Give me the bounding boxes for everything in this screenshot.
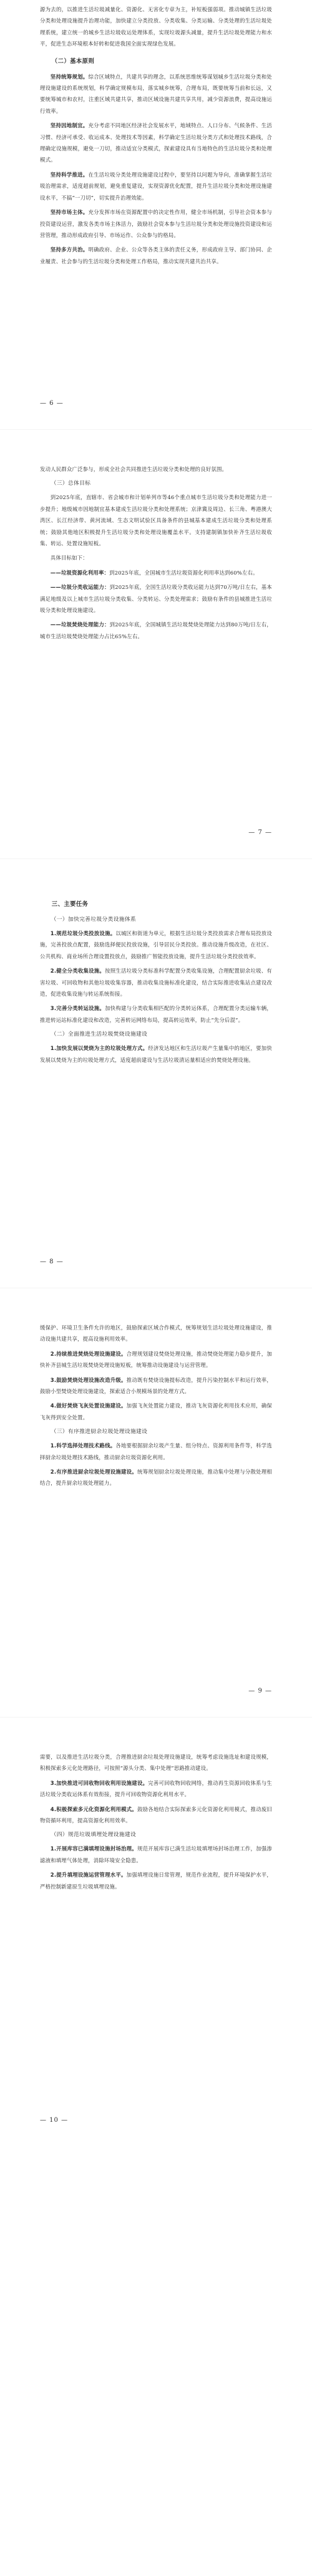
paragraph-text: 规范开展库容已满生活垃圾填埋场封场治理工作，加强渗滤液和填埋气体处理，消除环境安全隐患。 <box>40 1845 272 1864</box>
paragraph-lead: 坚持科学推进。 <box>50 171 89 178</box>
paragraph-lead: 1.规范垃圾分类投放设施。 <box>50 930 116 936</box>
document-page-10 <box>0 1717 312 2146</box>
paragraph <box>40 1751 272 1774</box>
paragraph <box>40 244 272 267</box>
paragraph <box>40 1466 272 1489</box>
paragraph-text: 充分考虑不同地区经济社会发展水平，地域特点、人口分布、气候条件、生活习惯、经济可承受、收运成本、处理技术等因素，科学确定生活垃圾分类方式和处理技术路线，合理确定设施规模，避免一刀切，推动适宜分类模式，探索建设具有当地特色的生活垃圾分类和处理模式。 <box>40 122 272 163</box>
paragraph-lead: 4.积极探索多元化资源化利用模式。 <box>50 1806 137 1812</box>
subsection-heading: （二）全面推进生活垃圾焚烧设施建设 <box>51 1031 148 1038</box>
paragraph-text: 加强填埋设施日常管理，规范作业流程，提升环境保护水平，严格控制新建原生垃圾填埋设施。 <box>40 1872 272 1890</box>
paragraph-lead: 2.有序推进厨余垃圾处理设施建设。 <box>50 1469 137 1475</box>
paragraph-lead: ——垃圾资源化利用率： <box>50 569 110 576</box>
paragraph-text: 综合区域特点，共建共享的理念，以系统思维统筹谋划城乡生活垃圾分类和处理设施建设的系统规划，科学确定规模布局，落实城乡统筹，合理布局，既要统筹当前和长远，又要统筹城市和农村，注重区域共建共享，推动区域设施共建共享共用，减少资源浪费，提高设施运行效率。 <box>40 73 272 114</box>
paragraph-lead: 2.持续推进焚烧处理设施建设。 <box>50 1350 127 1357</box>
paragraph-lead: 坚持多方共治。 <box>50 246 89 253</box>
paragraph-text: 充分发挥市场在资源配置中的决定性作用，健全市场机制，引导社会资本参与投资建设运营，激发各类市场主体活力，鼓励社会资本参与生活垃圾分类和处理设施投资建设和运营管理，推动形成政府引导、市场运作、公众参与的格局。 <box>40 209 272 238</box>
paragraph-text: 具体目标如下： <box>50 555 88 561</box>
paragraph-lead: 3.完善分类转运设施。 <box>50 1005 105 1012</box>
section-heading: （二）基本原则 <box>51 57 95 65</box>
paragraph-text: 加强飞灰处置能力建设，推动飞灰资源化利用技术应用，确保飞灰得到安全处置。 <box>40 1402 272 1421</box>
paragraph-text: 需要，以及推进生活垃圾分类，合理推进厨余垃圾处理设施建设，统筹考虑设施选址和建设规模，积极探索多元化处理路径，可按照“源头分类、集中处理”思路推动建设。 <box>40 1754 272 1772</box>
paragraph-text: 到2025年底，直辖市、省会城市和计划单列市等46个重点城市生活垃圾分类和处理能力进一步提升；地级城市因地制宜基本建成生活垃圾分类和处理系统；京津冀及周边、长三角、粤港澳大湾区、长江经济带、黄河流域、生态文明试验区具备条件的县城基本建成生活垃圾分类和处理系统；鼓励其他地区积极提升生活垃圾分类和处理设施覆盖水平。支持建制镇加快补齐生活垃圾收集、转运、处置设施短板。 <box>40 494 272 547</box>
paragraph-text: 按照生活垃圾分类标准科学配置分类收集设施，合理配置厨余垃圾、有害垃圾、可回收物和其他垃圾收集容器，推动收集设施标准化建设，结合实际推进收集站点建设改造，促进收集设施与转运系统衔接。 <box>40 968 272 998</box>
document-page-7 <box>0 429 312 858</box>
paragraph <box>40 1804 272 1827</box>
paragraph-text: 完善可回收物回收网络，推动再生资源回收体系与生活垃圾分类收运体系有效衔接，提升可回收物资源化利用水平。 <box>40 1779 272 1798</box>
paragraph-text: 源为去的，以推进生活垃圾减量化、资源化、无害化专章为主，补短板强弱项。推动城镇生活垃圾分类和处理设施提升治理功能，加快建立分类投放、分类收集、分类运输、分类处理的生活垃圾处理系统，建立统一的城乡生活垃圾收运处理体系，实现垃圾源头减量，提升生活垃圾处理能力和水平，促进生态环境根本好转和促进我国全面实现绿色发展。 <box>40 6 272 47</box>
paragraph-lead: 4.做好焚烧飞灰处置设施建设。 <box>50 1402 127 1409</box>
paragraph-text: 明确政府、企业、公众等各类主体的责任义务，形成政府主导、部门协同、企业履责、社会参与的生活垃圾分类和处理工作格局，推动实现共建共治共享。 <box>40 246 272 265</box>
paragraph-lead: 坚持市场主体。 <box>50 209 89 216</box>
paragraph-text: 到2025年底，全国城镇生活垃圾焚烧处理能力达到80万吨/日左右，城市生活垃圾焚烧处理能力占比65%左右。 <box>40 621 272 639</box>
paragraph-text: 发动人民群众广泛参与，形成全社会共同推进生活垃圾分类和处理的良好氛围。 <box>40 466 228 472</box>
paragraph <box>40 1777 272 1801</box>
paragraph <box>40 4 272 50</box>
paragraph-lead: 1.开展库容已满填埋设施封场治理。 <box>50 1845 137 1852</box>
paragraph-lead: 坚持因地制宜。 <box>50 122 89 129</box>
page-number: — 10 — <box>40 2117 69 2124</box>
page-number: — 9 — <box>248 1688 272 1694</box>
paragraph-text: 到2025年底，全国城市生活垃圾资源化利用率达到60%左右。 <box>109 569 258 576</box>
paragraph-lead: 3.加快推进可回收物回收利用设施建设。 <box>50 1779 149 1786</box>
paragraph-text: 到2025年底，全国生活垃圾分类收运能力达到70万吨/日左右，基本满足地级及以上城市生活垃圾分类收集、分类转运、分类处理需求；鼓励有条件的县城推进生活垃圾分类和处理设施建设。 <box>40 584 272 614</box>
document-page-6 <box>0 0 312 429</box>
paragraph <box>40 1043 272 1066</box>
paragraph <box>40 1400 272 1423</box>
page-number: — 6 — <box>40 400 64 407</box>
paragraph <box>40 965 272 999</box>
paragraph <box>40 1348 272 1371</box>
paragraph-text: 缓保护、环境卫生条件允许的地区，鼓励探索区域合作模式，统筹规划生活垃圾处理设施建设，推动设施共建共享，提高设施利用效率。 <box>40 1324 272 1343</box>
paragraph <box>40 1374 272 1397</box>
paragraph-text: 各地要根据厨余垃圾产生量、组分特点、资源利用条件等，科学选择厨余垃圾处理技术路线，推动厨余垃圾资源化利用。 <box>40 1442 272 1461</box>
paragraph <box>40 928 272 962</box>
page-number: — 7 — <box>248 829 272 836</box>
section-title: 三、主要任务 <box>51 901 89 908</box>
paragraph <box>40 120 272 166</box>
paragraph <box>40 1843 272 1866</box>
paragraph-text: 统筹规划厨余垃圾处理设施，推动集中处理与分散处理相结合，提升厨余垃圾处理能力。 <box>40 1469 272 1487</box>
paragraph-text: 推动既有焚烧设施提标改造，提升污染控制水平和运行效率，鼓励小型焚烧处理设施建设，探索适合小规模场景的处理方式。 <box>40 1376 272 1395</box>
paragraph <box>40 1003 272 1026</box>
paragraph-text: 经济发达地区和生活垃圾产生量集中的地区，要加快发展以焚烧为主的垃圾处理方式，适度超前建设与生活垃圾清运量相适应的焚烧处理设施。 <box>40 1045 272 1063</box>
paragraph-lead: 1.科学选择处理技术路线。 <box>50 1442 116 1449</box>
paragraph <box>40 169 272 203</box>
document-page-9 <box>0 1288 312 1717</box>
paragraph <box>40 552 272 563</box>
paragraph <box>40 567 272 578</box>
paragraph-text: 鼓励各地结合实际探索多元化资源化利用模式，推动废旧物资循环利用，提高资源化利用效率。 <box>40 1806 272 1824</box>
paragraph <box>40 619 272 642</box>
paragraph-lead: ——垃圾焚烧处理能力： <box>50 621 110 628</box>
paragraph-lead: 3.鼓励焚烧处理设施改造升级。 <box>50 1376 127 1383</box>
paragraph <box>40 492 272 549</box>
paragraph <box>40 1322 272 1345</box>
paragraph <box>40 464 272 475</box>
paragraph-lead: ——垃圾分类收运能力： <box>50 584 110 591</box>
paragraph-text: 加快构建与分类收集相匹配的分类转运体系，合理配置分类运输车辆，推进转运站标准化建设和改造，完善转运网络布局，提高转运效率，防止“先分后混”。 <box>40 1005 272 1023</box>
paragraph <box>40 1440 272 1463</box>
subsection-heading: （三）有序推进厨余垃圾处理设施建设 <box>51 1429 148 1436</box>
paragraph <box>40 71 272 117</box>
page-number: — 8 — <box>40 1258 64 1265</box>
paragraph-lead: 坚持统筹规划。 <box>50 73 89 80</box>
section-heading: （三）总体目标 <box>51 480 91 487</box>
paragraph-text: 以城区和街道为单元，根据生活垃圾分类投放需求合理布局投放设施，完善投放点配置，鼓励选择便民投放设施，引导居民分类投放。推动设施升级改造，在社区、公共机构、商业场所合理设置投放点，鼓励推广智能投放设施，提升生活垃圾分类投放效率。 <box>40 930 272 960</box>
subsection-heading: （四）规范垃圾填埋处理设施建设 <box>51 1832 137 1839</box>
paragraph-lead: 2.健全分类收集设施。 <box>50 968 105 975</box>
subsection-heading: （一）加快完善垃圾分类设施体系 <box>51 916 137 923</box>
paragraph-lead: 1.加快发展以焚烧为主的垃圾处理方式。 <box>50 1045 149 1052</box>
paragraph <box>40 581 272 616</box>
paragraph-text: 在生活垃圾分类处理设施建设过程中，要坚持以问题为导向，准确掌握生活垃圾治理需求，适度超前规划，避免重复建设，实现资源优化配置，提升生活垃圾分类和处理设施建设水平，不搞“一刀切”，切实提升治理效能。 <box>40 171 272 201</box>
paragraph <box>40 207 272 241</box>
paragraph-lead: 2.提升填埋设施运营管理水平。 <box>50 1872 127 1879</box>
document-page-8 <box>0 858 312 1288</box>
paragraph <box>40 1869 272 1892</box>
paragraph-text: 合理规划建设焚烧处理设施，推动焚烧处理能力稳步提升，加快补齐县城生活垃圾焚烧处理设施短板，统筹推动设施建设与运营管理。 <box>40 1350 272 1369</box>
